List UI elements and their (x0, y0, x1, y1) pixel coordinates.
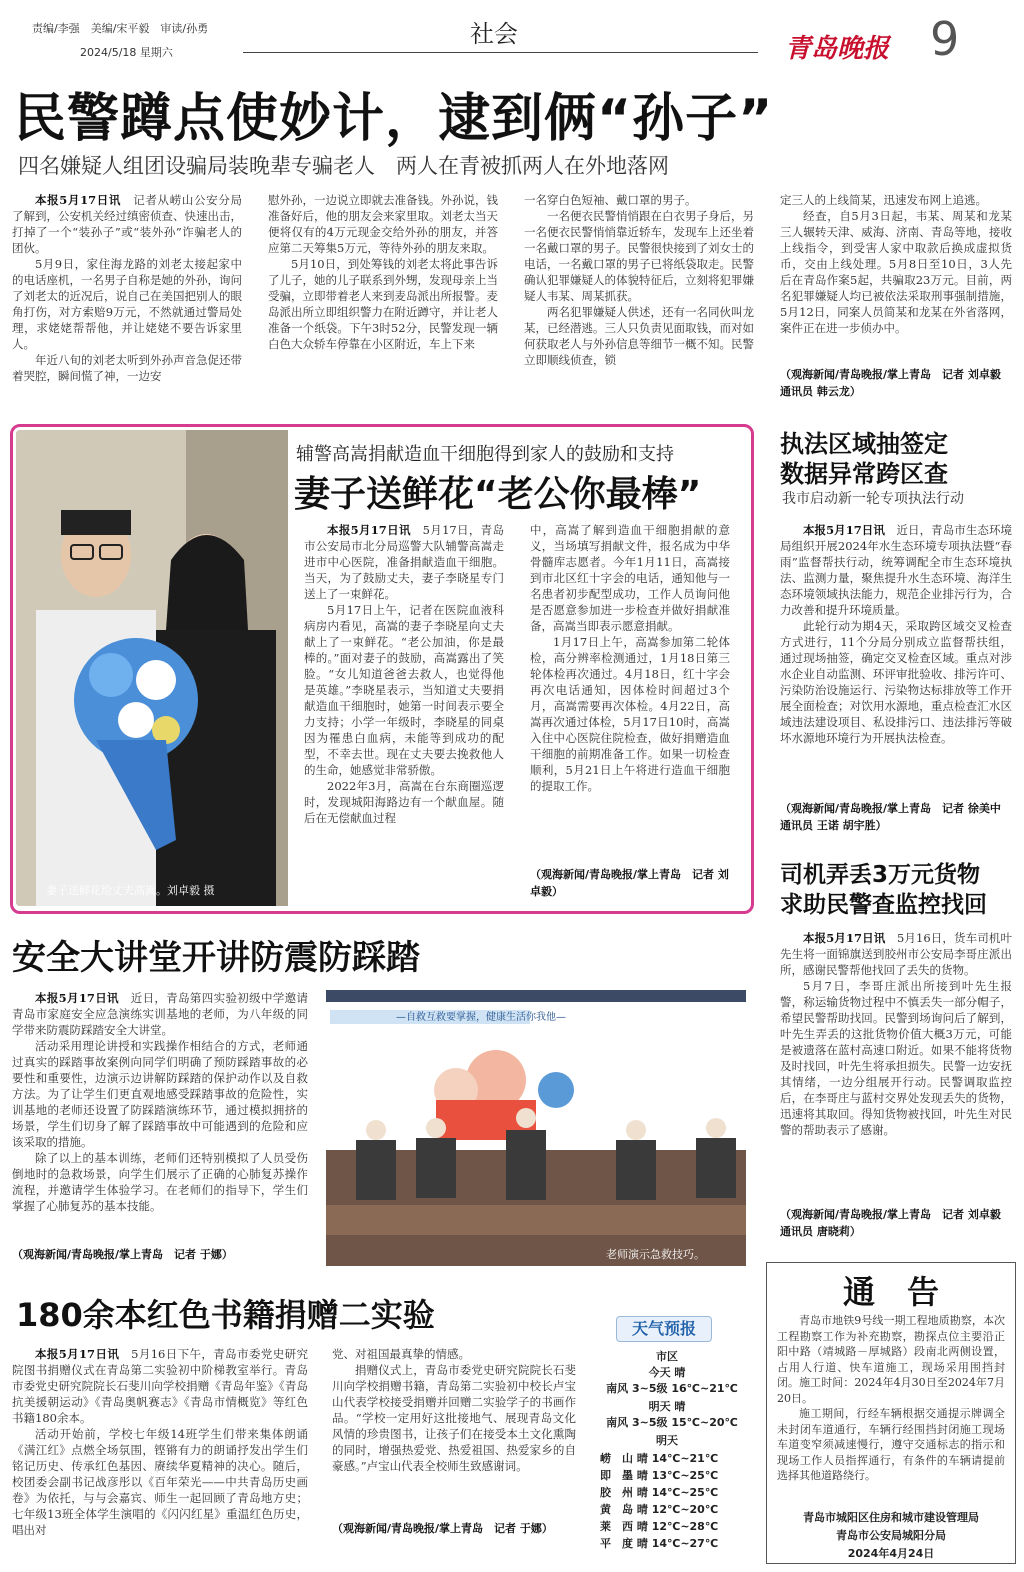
lead-para: 定三人的上线简某，迅速发布网上追逃。 (780, 193, 987, 207)
lead-col-3 (524, 192, 754, 402)
books-col-1 (12, 1346, 308, 1562)
safety-photo (326, 990, 746, 1266)
lead-para: 年近八旬的刘老太听到外孙声音急促还带着哭腔，瞬间慌了神，一边安 (12, 353, 242, 383)
driver-credit: （观海新闻/青岛晚报/掌上青岛 记者 刘卓毅 通讯员 唐晓莉） (780, 1208, 1001, 1238)
section-name: 社会 (470, 20, 518, 48)
enforcement-headline-1: 执法区域抽签定 (780, 430, 948, 458)
books-credit: （观海新闻/青岛晚报/掌上青岛 记者 于娜） (332, 1522, 553, 1535)
notice-body (777, 1313, 1005, 1503)
featured-credit: （观海新闻/青岛晚报/掌上青岛 记者 刘卓毅） (530, 868, 729, 898)
lead-credit: （观海新闻/青岛晚报/掌上青岛 记者 刘卓毅 通讯员 韩云龙） (780, 368, 1001, 398)
featured-headline: 妻子送鲜花“老公你最棒” (294, 474, 702, 515)
featured-photo (16, 430, 288, 906)
enforcement-subhead: 我市启动新一轮专项执法行动 (782, 491, 964, 507)
safety-dateline: 本报5月17日讯 (35, 991, 119, 1005)
driver-para: 5月7日，李哥庄派出所接到叶先生报警，称运输货物过程中不慎丢失一部分帽子，希望民警帮助找回。民警到场询问后了解到，叶先生弄丢的这批货物价值大概3万元，可能是被遗落在蓝村高速口附近。如果不能将货物及时找回，叶先生将承担损失。民警一边安抚其情绪，一边分组展开行动。民警调取监控后，在李哥庄与蓝村交界处发现丢失的货物，迅速将其取回。得知货物被找回，叶先生对民警的帮助表示了感谢。 (780, 979, 1012, 1137)
safety-headline: 安全大讲堂开讲防震防踩踏 (12, 938, 420, 978)
weather-tomorrow-detail: 南风 3~5级 15℃~20℃ (606, 1416, 738, 1429)
lead-col-2 (268, 192, 498, 402)
notice-box (766, 1262, 1016, 1564)
paper-logo: 青岛晚报 (785, 34, 890, 64)
safety-para: 除了以上的基本训练，老师们还特别模拟了人员受伤倒地时的急救场景，向学生们展示了正确的心肺复苏操作流程，并邀请学生体验学习。在老师们的指导下，学生们掌握了心肺复苏的基本技能。 (12, 1151, 308, 1213)
weather-city-row: 莱 西 晴 12℃~28℃ (600, 1520, 719, 1533)
lead-para: 经查，自5月3日起，韦某、周某和龙某三人辗转天津、威海、济南、青岛等地，接收上线指令，到受害人家中取款后换成虚拟货币，交由上线处理。5月8日至10日，3人先后在青岛作案5起，共骗取23万元。目前，两名犯罪嫌疑人均已被依法采取刑事强制措施，5月12日，同案人员简某和龙某在外省落网，案件正在进一步侦办中。 (780, 209, 1012, 335)
notice-title: 通 告 (842, 1273, 939, 1311)
issue-date: 2024/5/18 星期六 (80, 46, 173, 59)
featured-para: 5月17日上午，记者在医院血液科病房内看见，高嵩的妻子李晓星向丈夫献上了一束鲜花。“老公加油，你是最棒的。”面对妻子的鼓励，高嵩露出了笑脸。“女儿知道爸爸去救人，也觉得他是英雄。”李晓星表示，当知道丈夫要捐献造血干细胞时，她第一时间表示要全力支持；小学一年级时，李晓星的同桌因为罹患白血病，未能等到成功的配型，不幸去世。现在丈夫要去挽救他人的生命，她感觉非常骄傲。 (304, 603, 504, 777)
lead-subhead: 四名嫌疑人组团设骗局装晚辈专骗老人 两人在青被抓两人在外地落网 (18, 154, 669, 178)
lead-para: 一名便衣民警悄悄跟在白衣男子身后，另一名便衣民警悄悄靠近轿车，发现车上还坐着一名戴口罩的男子。民警很快接到了刘女士的电话，一名戴口罩的男子已将纸袋取走。民警确认犯罪嫌疑人的体貌特征后，立刻将犯罪嫌疑人韦某、周某抓获。 (524, 209, 754, 303)
featured-para: 5月17日，青岛市公安局市北分局巡警大队辅警高嵩走进市中心医院，准备捐献造血干细胞。当天，为了鼓励丈夫，妻子李晓星专门送上了一束鲜花。 (304, 523, 504, 601)
books-para: 捐赠仪式上，青岛市委党史研究院院长石斐川向学校捐赠书籍，青岛第二实验初中校长卢宝山代表学校接受捐赠并回赠二实验学子的书画作品。“学校一定用好这批接地气、展现青岛文化风情的珍贵图书，让孩子们在接受本土文化熏陶的同时，增强热爱党、热爱祖国、热爱家乡的自豪感。”卢宝山代表全校师生致感谢词。 (332, 1363, 576, 1473)
lead-para: 5月10日，到处筹钱的刘老太将此事告诉了儿子，她的儿子联系到外甥，发现母亲上当受骗，立即带着老人来到麦岛派出所报警。麦岛派出所立即组织警力在附近蹲守，并让老人准备一个纸袋。下午3时52分，民警发现一辆白色大众轿车停靠在小区附近，车上下来 (268, 257, 498, 351)
weather-today-detail: 南风 3~5级 16℃~21℃ (606, 1382, 738, 1395)
lead-dateline: 本报5月17日讯 (35, 193, 122, 207)
featured-para: 2022年3月，高嵩在台东商圈巡逻时，发现城阳海路边有一个献血屋。随后在无偿献血过程 (304, 779, 504, 825)
books-headline: 180余本红色书籍捐赠二实验 (16, 1296, 435, 1334)
featured-dateline: 本报5月17日讯 (327, 523, 411, 537)
weather-tomorrow: 明天 晴 (648, 1400, 686, 1413)
driver-headline-2: 求助民警查监控找回 (780, 892, 987, 918)
notice-date: 2024年4月24日 (847, 1547, 935, 1560)
lead-para: 一名穿白色短袖、戴口罩的男子。 (524, 193, 697, 207)
books-para: 党、对祖国最真挚的情感。 (332, 1347, 470, 1361)
enforcement-dateline: 本报5月17日讯 (803, 523, 885, 537)
lead-para: 5月9日，家住海龙路的刘老太接起家中的电话座机，一名男子自称是她的外孙，询问了刘老太的近况后，说自己在美国把别人的眼角打伤，对方索赔9万元，不然就通过警局处理，求姥姥帮帮他，并让姥姥不要告诉家里人。 (12, 257, 242, 351)
lead-para: 记者从崂山公安分局了解到，公安机关经过缜密侦查、快速出击，打掉了一个“装孙子”或“装外孙”诈骗老人的团伙。 (12, 193, 242, 255)
photo-illustration (16, 430, 288, 906)
weather-region: 市区 (656, 1350, 678, 1363)
weather-city-list (600, 1450, 750, 1552)
safety-banner-text: —自救互救要掌握，健康生活你我他— (396, 1012, 566, 1023)
featured-para: 中，高嵩了解到造血干细胞捐献的意义，当场填写捐献文件，报名成为中华骨髓库志愿者。今年1月11日，高嵩接到市北区红十字会的电话，通知他与一名患者初步配型成功，工作人员询问他是否愿意参加进一步检查并做好捐献准备，高嵩当即表示愿意捐献。 (530, 523, 730, 633)
enforcement-credit: （观海新闻/青岛晚报/掌上青岛 记者 徐美中 通讯员 王诺 胡宇胜） (780, 802, 1001, 832)
books-col-2 (332, 1346, 576, 1526)
enforcement-para: 近日，青岛市生态环境局组织开展2024年水生态环境专项执法暨“春雨”监督帮扶行动，统筹调配全市生态环境执法、监测力量，聚焦提升水生态环境、海洋生态环境领域执法能力，规范企业排污行为，合力改善和提升环境质量。 (780, 523, 1012, 617)
driver-dateline: 本报5月17日讯 (803, 931, 886, 945)
weather-title: 天气预报 (616, 1316, 712, 1342)
driver-headline-1: 司机弄丢3万元货物 (780, 862, 981, 888)
books-para: 活动开始前，学校七年级14班学生们带来集体朗诵《满江红》点燃全场氛围，铿锵有力的朗诵抒发出学生们铭记历史、传承红色基因、赓续华夏精神的决心。随后，校团委会副书记战彦彤以《百年荣光——中共青岛历史画卷》为依托，与与会嘉宾、师生一起回顾了青岛地方史；七年级13班全体学生演唱的《闪闪红星》重温红色历史，唱出对 (12, 1427, 308, 1537)
featured-col-2 (530, 522, 730, 866)
weather-city-row: 黄 岛 晴 12℃~20℃ (600, 1503, 719, 1516)
weather-city-row: 平 度 晴 14℃~27℃ (600, 1537, 719, 1550)
weather-city-row: 崂 山 晴 14℃~21℃ (600, 1452, 719, 1465)
lead-col-1 (12, 192, 242, 402)
weather-next: 明天 (656, 1434, 678, 1447)
editors-line: 责编/李强 美编/宋平毅 审读/孙勇 (32, 22, 209, 35)
enforcement-headline-2: 数据异常跨区查 (780, 460, 948, 488)
safety-body (12, 990, 308, 1230)
safety-para: 近日，青岛第四实验初级中学邀请青岛市家庭安全应急演练实训基地的老师，为八年级的同学带来防震防踩踏安全大讲堂。 (12, 991, 308, 1037)
weather-city-row: 胶 州 晴 14℃~25℃ (600, 1486, 719, 1499)
driver-para: 5月16日，货车司机叶先生将一面锦旗送到胶州市公安局李哥庄派出所，感谢民警帮他找回了丢失的货物。 (780, 931, 1012, 977)
weather-today: 今天 晴 (648, 1366, 686, 1379)
books-dateline: 本报5月17日讯 (35, 1347, 120, 1361)
lead-para: 两名犯罪嫌疑人供述，还有一名同伙叫龙某，已经潜逃。三人只负责见面取钱，而对如何获取老人与外孙信息等细节一概不知。民警立即顺线侦查，锁 (524, 305, 754, 367)
lead-col-4 (780, 192, 1012, 370)
classroom-illustration (326, 990, 746, 1266)
lead-headline: 民警蹲点使妙计，逮到俩“孙子” (14, 89, 774, 149)
featured-photo-caption: 妻子送鲜花给丈夫高嵩。刘卓毅 摄 (46, 884, 215, 897)
featured-kicker: 辅警高嵩捐献造血干细胞得到家人的鼓励和支持 (296, 444, 674, 465)
featured-col-1 (304, 522, 504, 902)
notice-issuer-1: 青岛市城阳区住房和城市建设管理局 (803, 1511, 979, 1524)
header-rule (243, 52, 758, 53)
weather-panel (592, 1316, 752, 1562)
notice-para: 青岛市地铁9号线一期工程地质勘察，本次工程勘察工作为补充勘察，勘探点位主要沿正阳中路（靖城路－厚城路）段南北两侧设置，占用人行道、快车道施工，现场采用围挡封闭。施工时间：2024年4月30日至2024年7月20日。 (777, 1314, 1005, 1405)
enforcement-body (780, 522, 1012, 816)
notice-issuer-2: 青岛市公安局城阳分局 (836, 1529, 946, 1542)
lead-para: 慰外孙，一边说立即就去准备钱。外孙说，钱准备好后，他的朋友会来家里取。刘老太当天便将仅有的4万元现金交给外孙的朋友，并答应第二天筹集5万元，等待外孙的朋友来取。 (268, 193, 498, 255)
safety-credit: （观海新闻/青岛晚报/掌上青岛 记者 于娜） (12, 1248, 233, 1261)
safety-para: 活动采用理论讲授和实践操作相结合的方式，老师通过真实的踩踏事故案例向同学们明确了预防踩踏事故的必要性和重要性，边演示边讲解防踩踏的保护动作以及自救方法。为了让学生们更直观地感受踩踏事故的危险性，实训基地的老师还设置了防踩踏演练环节，通过模拟拥挤的场景，学生们切身了解了踩踏事故中可能遇到的危险和应该采取的措施。 (12, 1039, 308, 1149)
books-para: 5月16日下午，青岛市委党史研究院图书捐赠仪式在青岛第二实验初中阶梯教室举行。青岛市委党史研究院院长石斐川向学校捐赠《青岛年鉴》《青岛抗美援朝运动》《青岛奥帆赛志》《青岛市情概览》等红色书籍180余本。 (12, 1347, 308, 1425)
safety-photo-caption: 老师演示急救技巧。 (606, 1248, 705, 1261)
featured-para: 1月17日上午，高嵩参加第二轮体检，高分辨率检测通过，1月18日第三轮体检再次通过。4月18日，红十字会再次电话通知，因体检时间超过3个月，高嵩需要再次体检。4月22日，高嵩再次通过体检，5月17日10时，高嵩入住中心医院住院检查，做好捐赠造血干细胞的前期准备工作。如果一切检查顺利，5月21日上午将进行造血干细胞的提取工作。 (530, 635, 730, 793)
notice-para: 施工期间，行经车辆根据交通提示牌调全未封闭车道通行，车辆行经围挡封闭施工现场车道变窄须减速慢行，遵守交通标志的指示和现场工作人员指挥通行，有条件的车辆请提前选择其他道路绕行。 (777, 1407, 1005, 1482)
enforcement-para: 此轮行动为期4天，采取跨区域交叉检查方式进行，11个分局分别成立监督帮扶组，通过现场抽签，确定交叉检查区域。重点对涉水企业自动监测、环评审批验收、排污许可、污染防治设施运行、污染物达标排放等工作开展全面检查；对饮用水源地，重点检查汇水区域违法建设项目、私设排污口、违法排污等破坏水源地环境行为开展执法检查。 (780, 619, 1012, 745)
page-number: 9 (930, 12, 960, 66)
weather-city-row: 即 墨 晴 13℃~25℃ (600, 1469, 719, 1482)
driver-body (780, 930, 1012, 1210)
